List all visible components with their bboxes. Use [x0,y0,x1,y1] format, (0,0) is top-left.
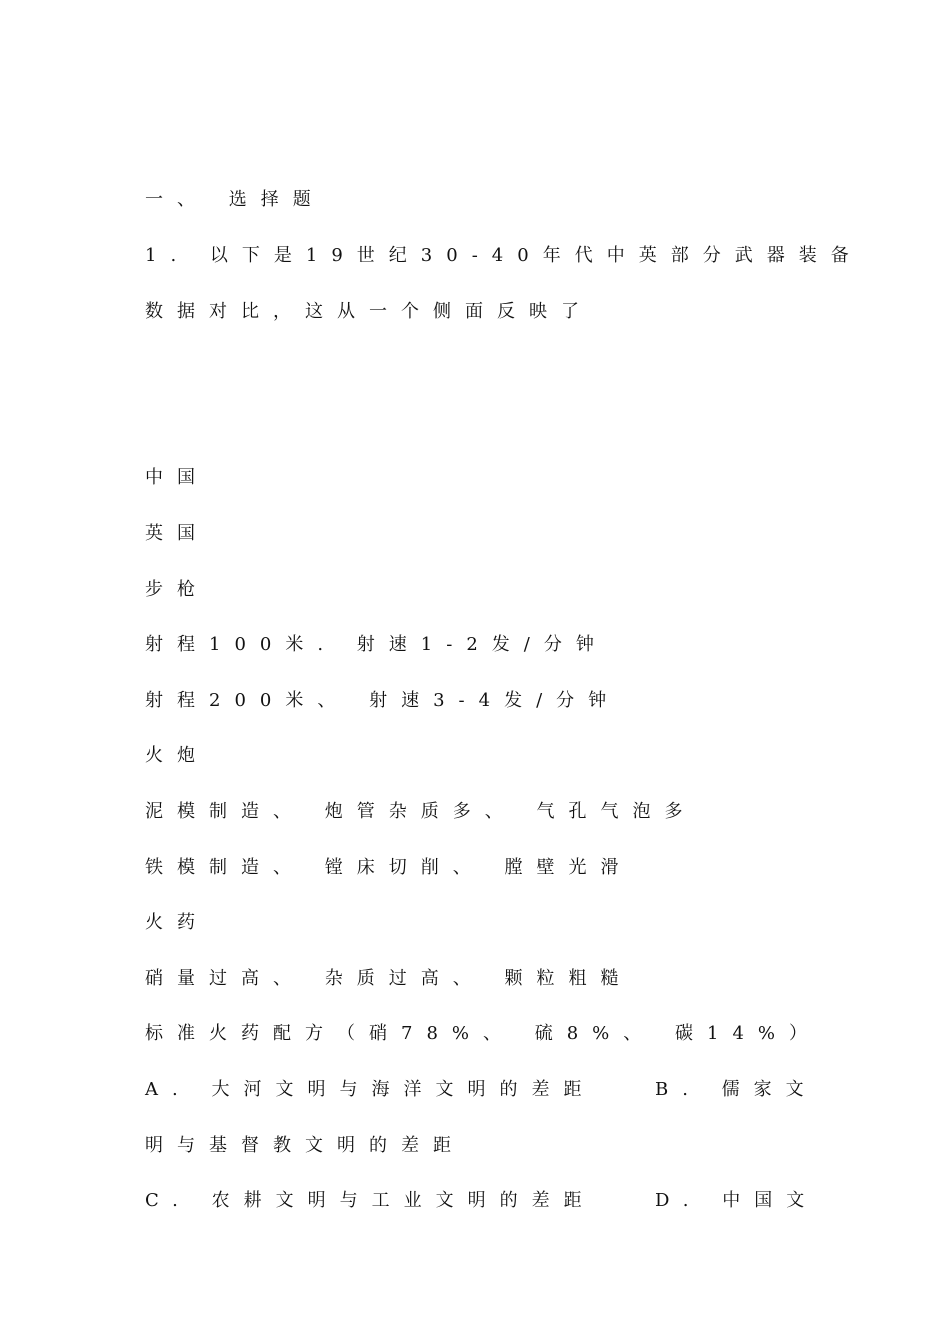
table-cell-china: 中国 [145,467,209,488]
option-b-continued: 明与基督教文明的差距 [145,1135,465,1156]
table-cell-britain: 英国 [145,523,209,544]
table-cell-rifle-china: 射程100米. 射速1-2发/分钟 [145,634,608,655]
question-text-line-2: 数据对比，这从一个侧面反映了 [145,301,593,322]
table-cell-gunpowder-britain: 标准火药配方（硝78%、 硫8%、 碳14%） [145,1023,822,1044]
option-a: A. 大河文明与海洋文明的差距 [145,1079,596,1100]
option-d-start: D. 中国文 [655,1190,819,1211]
table-cell-rifle-britain: 射程200米、 射速3-4发/分钟 [145,690,621,711]
option-c: C. 农耕文明与工业文明的差距 [145,1190,596,1211]
table-cell-gunpowder: 火药 [145,912,209,933]
table-cell-gunpowder-china: 硝量过高、 杂质过高、 颗粒粗糙 [145,968,633,989]
option-b-start: B. 儒家文 [655,1079,818,1100]
table-cell-cannon-china: 泥模制造、 炮管杂质多、 气孔气泡多 [145,801,697,822]
table-cell-cannon-britain: 铁模制造、 镗床切削、 膛壁光滑 [145,857,633,878]
section-title: 一、 选择题 [145,189,325,210]
table-cell-rifle: 步枪 [145,579,209,600]
question-text-line-1: 1. 以下是19世纪30-40年代中英部分武器装备 [145,245,863,266]
table-cell-cannon: 火炮 [145,745,209,766]
